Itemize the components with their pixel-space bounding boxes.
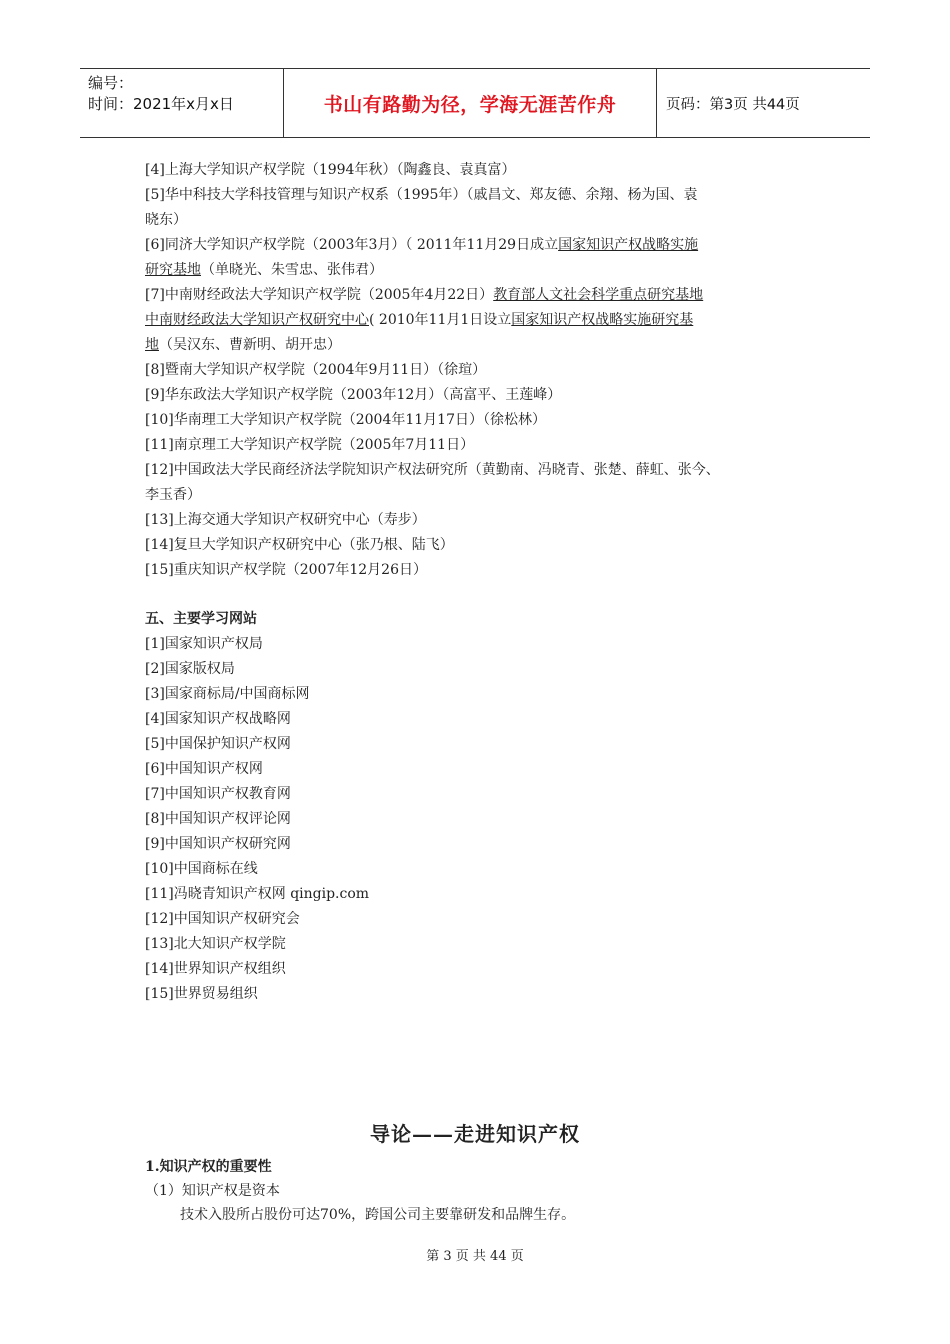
list-item: [14]复旦大学知识产权研究中心（张乃根、陆飞） <box>145 537 454 553</box>
link-strategy-base-2-end[interactable]: 地 <box>145 337 159 353</box>
institutions-list <box>145 158 825 1007</box>
header-motto: 书山有路勤为径，学海无涯苦作舟 <box>283 69 657 137</box>
item-text: [6]同济大学知识产权学院（2003年3月）（ 2011年11月29日成立 <box>145 237 559 253</box>
list-item: [14]世界知识产权组织 <box>145 961 286 977</box>
list-item: [11]南京理工大学知识产权学院（2005年7月11日） <box>145 437 475 453</box>
intro-body <box>145 1155 825 1227</box>
list-item: [5]华中科技大学科技管理与知识产权系（1995年）（戚昌文、郑友德、余翔、杨为国、袁 <box>145 187 698 203</box>
link-znufe-center[interactable]: 中南财经政法大学知识产权研究中心 <box>145 312 369 328</box>
item-text: ( 2010年11月1日设立 <box>369 312 512 328</box>
number-label: 编号： <box>88 74 134 92</box>
list-item: [8]暨南大学知识产权学院（2004年9月11日）（徐瑄） <box>145 362 487 378</box>
list-item <box>145 308 825 333</box>
paragraph: （1）知识产权是资本 <box>145 1183 280 1199</box>
list-item: [9]中国知识产权研究网 <box>145 836 291 852</box>
list-item: [13]北大知识产权学院 <box>145 936 286 952</box>
chapter-title: 导论——走进知识产权 <box>370 1122 580 1146</box>
link-strategy-base[interactable]: 国家知识产权战略实施 <box>558 237 699 253</box>
list-item: 晓东） <box>145 212 187 228</box>
list-item <box>145 258 825 283</box>
item-text: （单晓光、朱雪忠、张伟君） <box>201 262 383 278</box>
list-item: [2]国家版权局 <box>145 661 235 677</box>
list-item <box>145 333 825 358</box>
list-item: [12]中国政法大学民商经济法学院知识产权法研究所（黄勤南、冯晓青、张楚、薛虹、张今、 <box>145 462 720 478</box>
list-item: [4]国家知识产权战略网 <box>145 711 291 727</box>
page-header <box>80 68 870 138</box>
header-page-code: 页码：第3页 共44页 <box>666 96 800 113</box>
item-text: [7]中南财经政法大学知识产权学院（2005年4月22日） <box>145 287 494 303</box>
link-strategy-base-2[interactable]: 国家知识产权战略实施研究基 <box>511 312 694 328</box>
list-item <box>145 233 825 258</box>
item-text: （吴汉东、曹新明、胡开忠） <box>159 337 341 353</box>
subsection-heading: 1.知识产权的重要性 <box>145 1159 272 1175</box>
list-item: [8]中国知识产权评论网 <box>145 811 291 827</box>
section-heading-websites: 五、主要学习网站 <box>145 611 257 627</box>
header-meta <box>80 69 283 137</box>
list-item: [1]国家知识产权局 <box>145 636 263 652</box>
list-item: 李玉香） <box>145 487 201 503</box>
list-item: [7]中国知识产权教育网 <box>145 786 291 802</box>
paragraph: 技术入股所占股份可达70%，跨国公司主要靠研发和品牌生存。 <box>180 1207 576 1223</box>
list-item: [13]上海交通大学知识产权研究中心（寿步） <box>145 512 426 528</box>
list-item: [4]上海大学知识产权学院（1994年秋）（陶鑫良、袁真富） <box>145 162 516 178</box>
list-item: [12]中国知识产权研究会 <box>145 911 300 927</box>
list-item: [15]世界贸易组织 <box>145 986 258 1002</box>
list-item: [15]重庆知识产权学院（2007年12月26日） <box>145 562 427 578</box>
list-item: [10]华南理工大学知识产权学院（2004年11月17日）（徐松林） <box>145 412 546 428</box>
list-item: [11]冯晓青知识产权网 qingip.com <box>145 886 370 902</box>
page-footer: 第 3 页 共 44 页 <box>426 1249 524 1264</box>
list-item <box>145 283 825 308</box>
list-item: [5]中国保护知识产权网 <box>145 736 291 752</box>
link-moe-base[interactable]: 教育部人文社会科学重点研究基地 <box>493 287 704 303</box>
list-item: [6]中国知识产权网 <box>145 761 263 777</box>
list-item: [10]中国商标在线 <box>145 861 258 877</box>
list-item: [9]华东政法大学知识产权学院（2003年12月）（高富平、王莲峰） <box>145 387 562 403</box>
link-research-base[interactable]: 研究基地 <box>145 262 201 278</box>
list-item: [3]国家商标局/中国商标网 <box>145 686 310 702</box>
time-label: 时间：2021年x月x日 <box>88 95 234 113</box>
